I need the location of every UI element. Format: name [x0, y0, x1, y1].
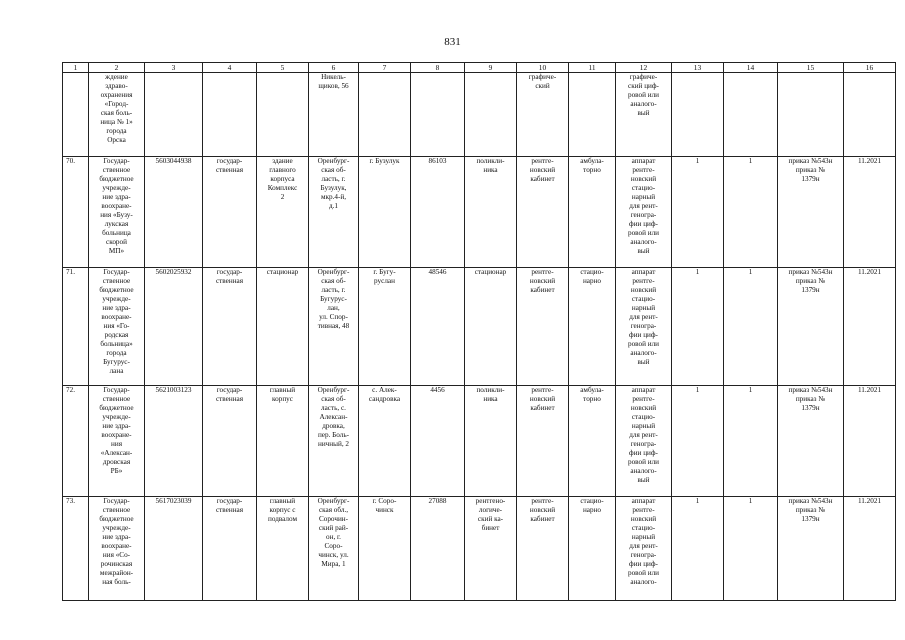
document-table	[62, 62, 896, 601]
inn-cell: 5602025932	[145, 268, 203, 386]
count-cell: 1	[672, 268, 724, 386]
count-cell: 1	[724, 386, 778, 497]
care-mode-cell: амбула- торно	[569, 386, 616, 497]
address-cell: Оренбург- ская об- ласть, г. Бузулук, мкр.4-й, д.1	[309, 157, 359, 268]
equipment-cell: аппарат рентге- новский стацио- нарный для рент- геногра- фии циф- ровой или аналого- вый	[616, 157, 672, 268]
unit-cell: поликли- ника	[465, 386, 517, 497]
population-cell: 86103	[411, 157, 465, 268]
date-cell: 11.2021	[844, 157, 896, 268]
col-number: 12	[616, 63, 672, 73]
care-mode-cell: стацио- нарно	[569, 268, 616, 386]
population-cell	[411, 73, 465, 157]
locality-cell: с. Алек- сандровка	[359, 386, 411, 497]
table-row	[63, 73, 896, 157]
inn-cell: 5617023039	[145, 497, 203, 601]
date-cell: 11.2021	[844, 497, 896, 601]
col-number: 10	[517, 63, 569, 73]
table-row	[63, 268, 896, 386]
institution-cell: Государ- ственное бюджетное учрежде- ние здра- воохране- ния «Го- родская больница» города Бугурус- лана	[89, 268, 145, 386]
equipment-cell: аппарат рентге- новский стацио- нарный для рент- геногра- фии циф- ровой или аналого- вый	[616, 268, 672, 386]
col-number: 1	[63, 63, 89, 73]
count-cell: 1	[724, 497, 778, 601]
col-number: 13	[672, 63, 724, 73]
row-number-cell: 73.	[63, 497, 89, 601]
equipment-cell: аппарат рентге- новский стацио- нарный для рент- геногра- фии циф- ровой или аналого- вый	[616, 386, 672, 497]
care-mode-cell: стацио- нарно	[569, 497, 616, 601]
locality-cell: г. Бугу- руслан	[359, 268, 411, 386]
col-number: 5	[257, 63, 309, 73]
address-cell: Оренбург- ская об- ласть, с. Алексан- дровка, пер. Боль- ничный, 2	[309, 386, 359, 497]
count-cell	[672, 73, 724, 157]
population-cell: 4456	[411, 386, 465, 497]
care-mode-cell: амбула- торно	[569, 157, 616, 268]
order-cell	[778, 73, 844, 157]
building-cell: здание главного корпуса Комплекс 2	[257, 157, 309, 268]
row-number-cell: 70.	[63, 157, 89, 268]
address-cell: Никель- щиков, 56	[309, 73, 359, 157]
col-number: 16	[844, 63, 896, 73]
ownership-cell: государ- ственная	[203, 497, 257, 601]
inn-cell: 5621003123	[145, 386, 203, 497]
order-cell: приказ №543н приказ № 1379н	[778, 386, 844, 497]
address-cell: Оренбург- ская об- ласть, г. Бугурус- лан, ул. Спор- тивная, 48	[309, 268, 359, 386]
row-number-cell: 72.	[63, 386, 89, 497]
room-cell: рентге- новский кабинет	[517, 268, 569, 386]
count-cell	[724, 73, 778, 157]
count-cell: 1	[724, 157, 778, 268]
col-number: 8	[411, 63, 465, 73]
building-cell: главный корпус	[257, 386, 309, 497]
table-row	[63, 497, 896, 601]
col-number: 14	[724, 63, 778, 73]
institution-cell: Государ- ственное бюджетное учрежде- ние здра- воохране- ния «Со- рочинская межрайон- ная боль-	[89, 497, 145, 601]
inn-cell: 5603044938	[145, 157, 203, 268]
unit-cell: поликли- ника	[465, 157, 517, 268]
count-cell: 1	[672, 497, 724, 601]
population-cell: 48546	[411, 268, 465, 386]
col-number: 2	[89, 63, 145, 73]
col-number: 4	[203, 63, 257, 73]
building-cell	[257, 73, 309, 157]
col-number: 11	[569, 63, 616, 73]
row-number-cell	[63, 73, 89, 157]
order-cell: приказ №543н приказ № 1379н	[778, 497, 844, 601]
institution-cell: Государ- ственное бюджетное учрежде- ние здра- воохране- ния «Алексан- дровская РБ»	[89, 386, 145, 497]
page-number: 831	[444, 36, 461, 48]
count-cell: 1	[672, 157, 724, 268]
care-mode-cell	[569, 73, 616, 157]
ownership-cell: государ- ственная	[203, 386, 257, 497]
date-cell: 11.2021	[844, 386, 896, 497]
locality-cell: г. Бузулук	[359, 157, 411, 268]
count-cell: 1	[724, 268, 778, 386]
locality-cell: г. Соро- чинск	[359, 497, 411, 601]
col-number: 6	[309, 63, 359, 73]
ownership-cell: государ- ственная	[203, 268, 257, 386]
date-cell	[844, 73, 896, 157]
col-number: 9	[465, 63, 517, 73]
col-number: 7	[359, 63, 411, 73]
inn-cell	[145, 73, 203, 157]
unit-cell	[465, 73, 517, 157]
building-cell: главный корпус с подвалом	[257, 497, 309, 601]
institution-cell: Государ- ственное бюджетное учрежде- ние здра- воохране- ния «Бузу- лукская больница скорой МП»	[89, 157, 145, 268]
population-cell: 27088	[411, 497, 465, 601]
table-row	[63, 157, 896, 268]
unit-cell: рентгено- логиче- ский ка- бинет	[465, 497, 517, 601]
building-cell: стационар	[257, 268, 309, 386]
order-cell: приказ №543н приказ № 1379н	[778, 268, 844, 386]
table-row	[63, 386, 896, 497]
row-number-cell: 71.	[63, 268, 89, 386]
room-cell: графиче- ский	[517, 73, 569, 157]
institution-cell: ждение здраво- охранения «Город- ская боль- ница № 1» города Орска	[89, 73, 145, 157]
col-number: 3	[145, 63, 203, 73]
equipment-cell: графиче- ский циф- ровой или аналого- вый	[616, 73, 672, 157]
locality-cell	[359, 73, 411, 157]
ownership-cell: государ- ственная	[203, 157, 257, 268]
date-cell: 11.2021	[844, 268, 896, 386]
column-number-row	[63, 63, 896, 73]
col-number: 15	[778, 63, 844, 73]
equipment-cell: аппарат рентге- новский стацио- нарный для рент- геногра- фии циф- ровой или аналого-	[616, 497, 672, 601]
unit-cell: стационар	[465, 268, 517, 386]
count-cell: 1	[672, 386, 724, 497]
room-cell: рентге- новский кабинет	[517, 157, 569, 268]
room-cell: рентге- новский кабинет	[517, 386, 569, 497]
order-cell: приказ №543н приказ № 1379н	[778, 157, 844, 268]
room-cell: рентге- новский кабинет	[517, 497, 569, 601]
ownership-cell	[203, 73, 257, 157]
address-cell: Оренбург- ская обл., Сорочин- ский рай- он, г. Соро- чинск, ул. Мира, 1	[309, 497, 359, 601]
